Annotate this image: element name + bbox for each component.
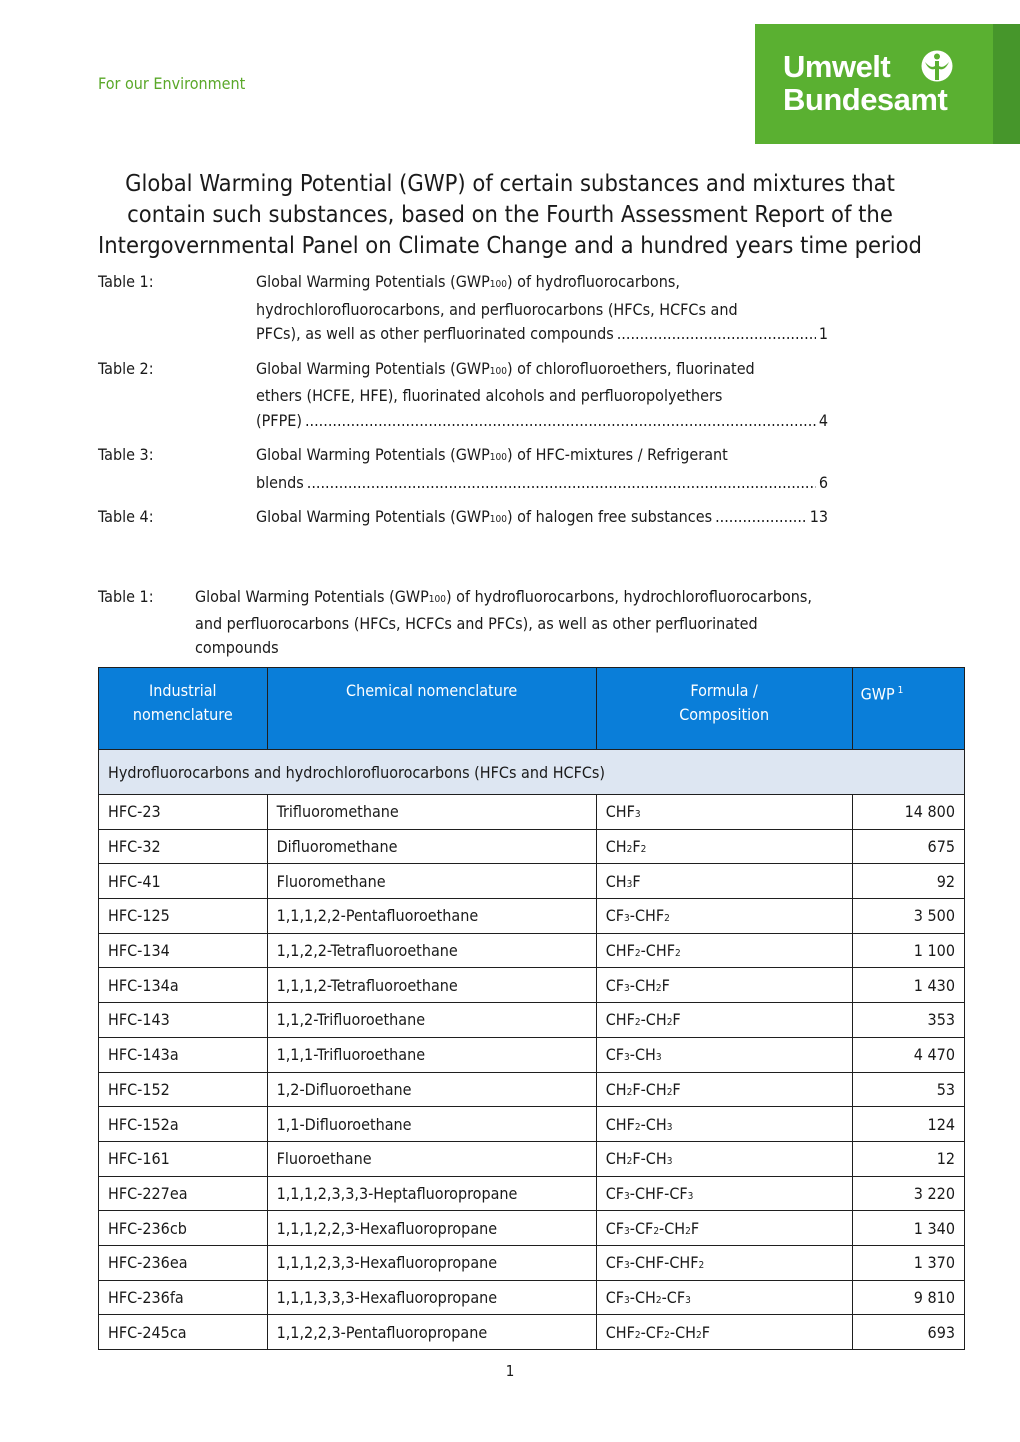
- cell-industrial: HFC-125: [99, 899, 268, 934]
- toc-line: ethers (HCFE, HFE), fluorinated alcohols and perfluoropolyethers: [256, 386, 723, 405]
- toc-line: hydrochlorofluorocarbons, and perfluorocarbons (HFCs, HCFCs and: [256, 299, 738, 319]
- header-gwp: GWP $^1$: [852, 668, 964, 750]
- toc-line-text: blends: [256, 472, 304, 492]
- table-row: [99, 1211, 965, 1246]
- cell-industrial: HFC-152a: [99, 1107, 268, 1142]
- subscript: 3: [655, 1052, 662, 1064]
- subscript: 100: [428, 594, 446, 605]
- cell-gwp: 1 100: [852, 933, 964, 968]
- gwp-table: [98, 667, 965, 1350]
- cell-chemical: 1,1,1,2,3,3-Hexafluoropropane: [267, 1245, 596, 1280]
- table-row: [99, 899, 965, 934]
- subscript: 100: [489, 279, 507, 290]
- cell-gwp: 9 810: [852, 1280, 964, 1315]
- subscript: 3: [624, 1190, 630, 1202]
- cell-gwp: 14 800: [852, 795, 964, 830]
- toc-entry-text: [256, 270, 828, 347]
- cell-industrial: HFC-143a: [99, 1037, 268, 1072]
- table-row: [99, 1315, 965, 1350]
- table-of-contents: [98, 270, 828, 543]
- subscript: 2: [664, 913, 670, 925]
- title-line: Intergovernmental Panel on Climate Change and a hundred years time period: [98, 231, 922, 259]
- cell-gwp: 693: [852, 1315, 964, 1350]
- toc-page-number: 6: [818, 472, 828, 492]
- header-industrial-nomenclature: Industrial nomenclature: [99, 668, 268, 750]
- cell-industrial: HFC-245ca: [99, 1315, 268, 1350]
- table-row: [99, 1280, 965, 1315]
- cell-industrial: HFC-152: [99, 1072, 268, 1107]
- table-header-row: [99, 668, 965, 750]
- cell-gwp: 353: [852, 1003, 964, 1038]
- table-row: [99, 1037, 965, 1072]
- cell-formula: CF3-CHF-CHF2: [596, 1245, 852, 1280]
- logo-word-umwelt: Umwelt: [783, 49, 891, 84]
- cell-formula: CF3-CH2-CF3: [596, 1280, 852, 1315]
- subscript: 2: [653, 1225, 660, 1237]
- tagline: For our Environment: [98, 74, 246, 93]
- subscript: 3: [624, 913, 630, 925]
- cell-formula: CH2F-CH3: [596, 1141, 852, 1176]
- cell-industrial: HFC-143: [99, 1003, 268, 1038]
- toc-entry-label: Table 4:: [98, 507, 154, 526]
- cell-formula: CH2F2: [596, 829, 852, 864]
- subscript: 3: [624, 982, 630, 994]
- cell-formula: CH3F: [596, 864, 852, 899]
- caption-line: Global Warming Potentials (GWP100) of hydrofluorocarbons, hydrochlorofluorocarbons,: [195, 587, 812, 606]
- subscript: 3: [624, 1052, 630, 1064]
- cell-formula: CH2F-CH2F: [596, 1072, 852, 1107]
- cell-chemical: 1,1,1,2,3,3,3-Heptafluoropropane: [267, 1176, 596, 1211]
- cell-industrial: HFC-236cb: [99, 1211, 268, 1246]
- toc-line: [256, 322, 828, 347]
- cell-chemical: 1,1,2,2-Tetrafluoroethane: [267, 933, 596, 968]
- cell-chemical: 1,1,1-Trifluoroethane: [267, 1037, 596, 1072]
- cell-chemical: Trifluoromethane: [267, 795, 596, 830]
- logo-figure-icon: [920, 49, 954, 83]
- toc-line: Global Warming Potentials (GWP100) of chlorofluoroethers, fluorinated: [256, 358, 755, 378]
- toc-page-number: 4: [818, 410, 828, 430]
- subscript: 2: [626, 844, 633, 856]
- cell-industrial: HFC-236ea: [99, 1245, 268, 1280]
- toc-line: Global Warming Potentials (GWP100) of hydrofluorocarbons,: [256, 272, 680, 291]
- toc-entry: [98, 505, 828, 533]
- toc-line: [256, 505, 828, 533]
- logo-word-bundesamt: Bundesamt: [783, 82, 948, 117]
- cell-chemical: 1,1,1,3,3,3-Hexafluoropropane: [267, 1280, 596, 1315]
- subscript: 2: [664, 1329, 670, 1341]
- subscript: 2: [655, 982, 662, 994]
- subscript: 100: [489, 365, 507, 377]
- subscript: 3: [626, 878, 633, 890]
- subscript: 2: [640, 844, 647, 856]
- title-line: contain such substances, based on the Fourth Assessment Report of the: [127, 200, 893, 228]
- subscript: 2: [634, 1017, 641, 1029]
- cell-chemical: Fluoromethane: [267, 864, 596, 899]
- cell-gwp: 53: [852, 1072, 964, 1107]
- toc-leader-dots: [307, 471, 816, 496]
- subscript: 2: [626, 1156, 633, 1168]
- subscript: 3: [634, 809, 641, 821]
- document-title: [60, 168, 960, 261]
- cell-formula: CF3-CH3: [596, 1037, 852, 1072]
- cell-industrial: HFC-134a: [99, 968, 268, 1003]
- toc-line-text: PFCs), as well as other perfluorinated compounds: [256, 324, 614, 343]
- gwp-footnote-marker: 1: [897, 685, 904, 696]
- toc-line: [256, 471, 828, 496]
- toc-entry-label: Table 1:: [98, 272, 154, 291]
- toc-line: Global Warming Potentials (GWP100) of HFC-mixtures / Refrigerant: [256, 445, 728, 464]
- cell-gwp: 124: [852, 1107, 964, 1142]
- cell-chemical: 1,1,2,2,3-Pentafluoropropane: [267, 1315, 596, 1350]
- cell-gwp: 92: [852, 864, 964, 899]
- toc-leader-dots: [617, 322, 816, 347]
- subscript: 3: [687, 1190, 694, 1202]
- cell-chemical: 1,2-Difluoroethane: [267, 1072, 596, 1107]
- cell-formula: CHF2-CF2-CH2F: [596, 1315, 852, 1350]
- table-row: [99, 1245, 965, 1280]
- toc-entry-text: [256, 357, 828, 434]
- subscript: 2: [655, 1294, 662, 1306]
- subscript: 3: [666, 1121, 673, 1133]
- caption-text: [195, 585, 918, 660]
- cell-gwp: 1 340: [852, 1211, 964, 1246]
- subscript: 2: [626, 1086, 633, 1098]
- table-row: [99, 829, 965, 864]
- subscript: 2: [666, 1017, 673, 1029]
- umwelt-bundesamt-logo: [755, 24, 1020, 144]
- title-line: Global Warming Potential (GWP) of certain substances and mixtures that: [125, 169, 895, 197]
- cell-chemical: Difluoromethane: [267, 829, 596, 864]
- cell-formula: CHF2-CHF2: [596, 933, 852, 968]
- cell-industrial: HFC-41: [99, 864, 268, 899]
- subscript: 3: [685, 1294, 691, 1306]
- toc-line: [256, 409, 828, 434]
- table-group-row: [99, 750, 965, 795]
- toc-leader-dots: [305, 409, 816, 434]
- cell-gwp: 3 500: [852, 899, 964, 934]
- cell-formula: CF3-CHF-CF3: [596, 1176, 852, 1211]
- cell-industrial: HFC-236fa: [99, 1280, 268, 1315]
- toc-page-number: 1: [818, 324, 828, 343]
- table-row: [99, 1003, 965, 1038]
- subscript: 2: [634, 1121, 641, 1133]
- toc-line-text: Global Warming Potentials (GWP100) of halogen free substances: [256, 507, 713, 526]
- cell-gwp: 12: [852, 1141, 964, 1176]
- group-label: Hydrofluorocarbons and hydrochlorofluorocarbons (HFCs and HCFCs): [99, 750, 965, 795]
- cell-gwp: 675: [852, 829, 964, 864]
- cell-gwp: 1 370: [852, 1245, 964, 1280]
- toc-line-text: (PFPE): [256, 410, 302, 430]
- cell-formula: CHF3: [596, 795, 852, 830]
- toc-leader-dots: [715, 505, 807, 530]
- toc-entry-label: Table 2:: [98, 358, 154, 378]
- cell-industrial: HFC-32: [99, 829, 268, 864]
- toc-page-number: 13: [809, 507, 828, 526]
- subscript: 2: [674, 948, 681, 960]
- table-row: [99, 1141, 965, 1176]
- table-row: [99, 864, 965, 899]
- cell-industrial: HFC-227ea: [99, 1176, 268, 1211]
- toc-entry: [98, 443, 828, 495]
- cell-chemical: 1,1,2-Trifluoroethane: [267, 1003, 596, 1038]
- table-row: [99, 1107, 965, 1142]
- cell-chemical: Fluoroethane: [267, 1141, 596, 1176]
- header-chemical-nomenclature: Chemical nomenclature: [267, 668, 596, 750]
- header-formula-composition: Formula / Composition: [596, 668, 852, 750]
- toc-entry-label: Table 3:: [98, 445, 154, 464]
- subscript: 100: [489, 514, 507, 525]
- cell-formula: CF3-CF2-CH2F: [596, 1211, 852, 1246]
- table-row: [99, 968, 965, 1003]
- cell-chemical: 1,1,1,2,2-Pentafluoroethane: [267, 899, 596, 934]
- table-row: [99, 795, 965, 830]
- toc-entry: [98, 357, 828, 434]
- subscript: 3: [624, 1294, 630, 1306]
- subscript: 3: [624, 1225, 630, 1237]
- cell-chemical: 1,1,1,2-Tetrafluoroethane: [267, 968, 596, 1003]
- subscript: 2: [685, 1225, 691, 1237]
- cell-gwp: 4 470: [852, 1037, 964, 1072]
- cell-chemical: 1,1,1,2,2,3-Hexafluoropropane: [267, 1211, 596, 1246]
- subscript: 100: [489, 452, 507, 463]
- cell-industrial: HFC-134: [99, 933, 268, 968]
- table-row: [99, 1072, 965, 1107]
- subscript: 2: [634, 1329, 641, 1341]
- cell-formula: CHF2-CH3: [596, 1107, 852, 1142]
- cell-gwp: 3 220: [852, 1176, 964, 1211]
- cell-chemical: 1,1-Difluoroethane: [267, 1107, 596, 1142]
- toc-entry-text: [256, 443, 828, 495]
- cell-formula: CHF2-CH2F: [596, 1003, 852, 1038]
- caption-line: compounds: [195, 638, 279, 657]
- table-caption: [98, 585, 918, 660]
- subscript: 2: [695, 1329, 702, 1341]
- cell-gwp: 1 430: [852, 968, 964, 1003]
- subscript: 2: [634, 948, 641, 960]
- cell-formula: CF3-CH2F: [596, 968, 852, 1003]
- table-row: [99, 1176, 965, 1211]
- page-number: 1: [505, 1362, 515, 1380]
- table-row: [99, 933, 965, 968]
- toc-entry: [98, 270, 828, 347]
- caption-line: and perfluorocarbons (HFCs, HCFCs and PFCs), as well as other perfluorinated: [195, 614, 758, 633]
- subscript: 2: [698, 1260, 705, 1272]
- logo-side-bar: [993, 24, 1020, 144]
- cell-industrial: HFC-161: [99, 1141, 268, 1176]
- subscript: 3: [624, 1260, 630, 1272]
- cell-industrial: HFC-23: [99, 795, 268, 830]
- subscript: 2: [666, 1086, 673, 1098]
- caption-label: Table 1:: [98, 587, 154, 606]
- toc-entry-text: [256, 505, 828, 533]
- cell-formula: CF3-CHF2: [596, 899, 852, 934]
- subscript: 3: [666, 1156, 673, 1168]
